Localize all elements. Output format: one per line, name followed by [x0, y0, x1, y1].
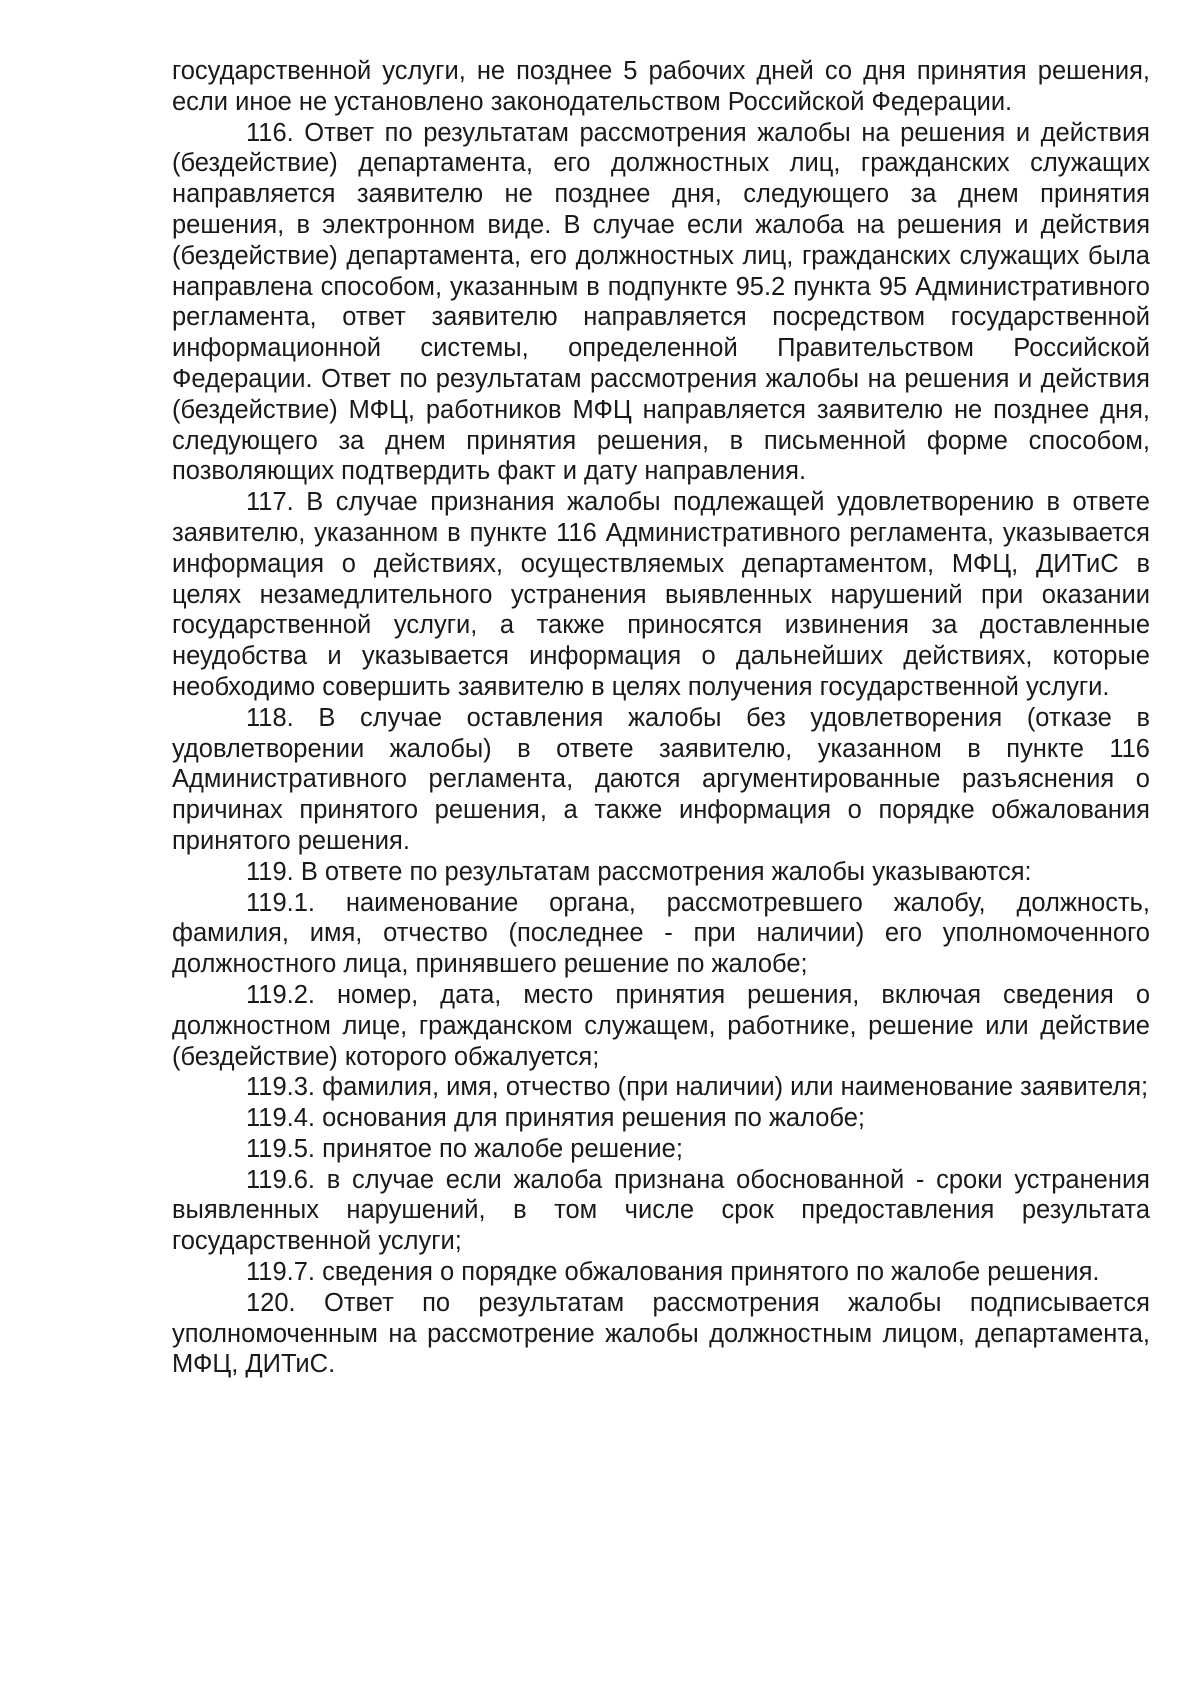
paragraph-118: 118. В случае оставления жалобы без удовлетворения (отказе в удовлетворении жалобы) в ответе заявителю, указанном в пункте 116 Административного регламента, даются аргументированные разъяснения о причинах принятого решения, а также информация о порядке обжалования принятого решения.	[172, 703, 1150, 855]
paragraph-119: 119. В ответе по результатам рассмотрения жалобы указываются:	[246, 857, 1032, 886]
paragraph-120: 120. Ответ по результатам рассмотрения жалобы подписывается уполномоченным на рассмотрение жалобы должностным лицом, департамента, МФЦ, ДИТиС.	[172, 1288, 1150, 1379]
paragraph-119-1: 119.1. наименование органа, рассмотревшего жалобу, должность, фамилия, имя, отчество (последнее - при наличии) его уполномоченного должностного лица, принявшего решение по жалобе;	[172, 888, 1150, 979]
document-page	[172, 56, 1150, 1380]
paragraph-119-6: 119.6. в случае если жалоба признана обоснованной - сроки устранения выявленных нарушений, в том числе срок предоставления результата государственной услуги;	[172, 1165, 1150, 1256]
paragraph-119-5: 119.5. принятое по жалобе решение;	[246, 1134, 683, 1163]
paragraph-116: 116. Ответ по результатам рассмотрения жалобы на решения и действия (бездействие) департамента, его должностных лиц, гражданских служащих направляется заявителю не позднее дня, следующего за днем принятия решения, в электронном виде. В случае если жалоба на решения и действия (бездействие) департамента, его должностных лиц, гражданских служащих была направлена способом, указанным в подпункте 95.2 пункта 95 Административного регламента, ответ заявителю направляется посредством государственной информационной системы, определенной Правительством Российской Федерации. Ответ по результатам рассмотрения жалобы на решения и действия (бездействие) МФЦ, работников МФЦ направляется заявителю не позднее дня, следующего за днем принятия решения, в письменной форме способом, позволяющих подтвердить факт и дату направления.	[172, 118, 1150, 486]
paragraph-119-2: 119.2. номер, дата, место принятия решения, включая сведения о должностном лице, гражданском служащем, работнике, решение или действие (бездействие) которого обжалуется;	[172, 980, 1150, 1071]
paragraph-continuation: государственной услуги, не позднее 5 рабочих дней со дня принятия решения, если иное не установлено законодательством Российской Федерации.	[172, 57, 1150, 116]
paragraph-117: 117. В случае признания жалобы подлежащей удовлетворению в ответе заявителю, указанном в пункте 116 Административного регламента, указывается информация о действиях, осуществляемых департаментом, МФЦ, ДИТиС в целях незамедлительного устранения выявленных нарушений при оказании государственной услуги, а также приносятся извинения за доставленные неудобства и указывается информация о дальнейших действиях, которые необходимо совершить заявителю в целях получения государственной услуги.	[172, 488, 1150, 701]
paragraph-119-3: 119.3. фамилия, имя, отчество (при наличии) или наименование заявителя;	[246, 1073, 1149, 1102]
paragraph-119-7: 119.7. сведения о порядке обжалования принятого по жалобе решения.	[246, 1258, 1100, 1287]
paragraph-119-4: 119.4. основания для принятия решения по жалобе;	[246, 1104, 866, 1133]
